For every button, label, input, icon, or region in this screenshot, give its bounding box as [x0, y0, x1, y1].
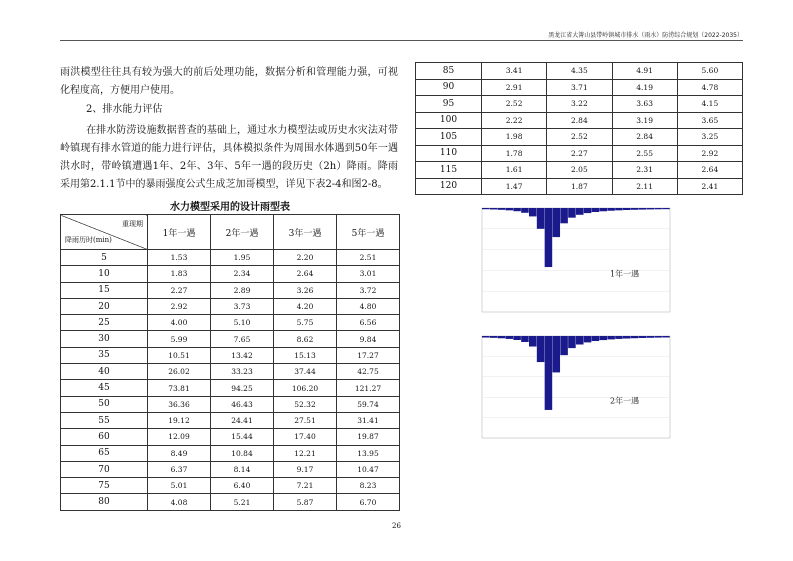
- rain-bar: [600, 336, 608, 340]
- intensity-cell: 2.27: [547, 145, 612, 162]
- rain-pattern-table: [60, 214, 400, 511]
- paragraph-intro: [60, 64, 398, 100]
- duration-cell: 90: [416, 79, 482, 96]
- duration-cell: 100: [416, 112, 482, 129]
- intensity-cell: 2.31: [612, 162, 677, 179]
- intensity-cell: 3.72: [337, 282, 400, 298]
- intensity-cell: 5.60: [677, 63, 742, 80]
- intensity-cell: 13.42: [211, 347, 274, 363]
- header-duration: 降雨历时(min): [65, 236, 112, 244]
- rain-bar: [513, 336, 521, 340]
- rain-bar: [529, 208, 537, 216]
- table-row: [61, 396, 400, 412]
- table-row: [61, 347, 400, 363]
- intensity-cell: 4.78: [677, 79, 742, 96]
- rain-bar: [654, 336, 662, 338]
- intensity-cell: 5.21: [211, 494, 274, 510]
- intensity-cell: 19.87: [337, 429, 400, 445]
- rain-bar: [639, 336, 647, 338]
- rain-bar: [607, 208, 615, 211]
- duration-cell: 10: [61, 266, 148, 282]
- rainfall-hyetograph-2yr: [470, 328, 680, 448]
- diagonal-header-cell: [61, 215, 148, 250]
- section-heading: 2、排水能力评估: [86, 104, 163, 115]
- duration-cell: 15: [61, 282, 148, 298]
- rain-bar: [537, 208, 545, 229]
- intensity-cell: 9.84: [337, 331, 400, 347]
- intensity-cell: 2.52: [482, 96, 547, 113]
- table-row: [416, 129, 743, 146]
- intensity-cell: 2.22: [482, 112, 547, 129]
- intensity-cell: 5.01: [148, 478, 211, 494]
- rain-bar: [553, 336, 561, 372]
- column-header: 2年一遇: [211, 215, 274, 250]
- intensity-cell: 15.13: [274, 347, 337, 363]
- intensity-cell: 2.64: [274, 266, 337, 282]
- duration-cell: 60: [61, 429, 148, 445]
- intensity-cell: 2.11: [612, 178, 677, 195]
- rain-bar: [654, 208, 662, 209]
- table-row: [61, 250, 400, 266]
- intensity-cell: 1.61: [482, 162, 547, 179]
- intensity-cell: 4.80: [337, 298, 400, 314]
- intensity-cell: 8.62: [274, 331, 337, 347]
- intensity-cell: 2.41: [677, 178, 742, 195]
- rain-bar: [545, 336, 553, 410]
- rain-bar: [568, 208, 576, 218]
- rain-pattern-table-continued: [415, 62, 743, 195]
- duration-cell: 40: [61, 364, 148, 380]
- intensity-cell: 4.35: [547, 63, 612, 80]
- intensity-cell: 2.55: [612, 145, 677, 162]
- rain-bar: [623, 208, 631, 210]
- intensity-cell: 2.84: [612, 129, 677, 146]
- intensity-cell: 19.12: [148, 412, 211, 428]
- rain-bar: [560, 336, 568, 355]
- intensity-cell: 37.44: [274, 364, 337, 380]
- table-row: [416, 178, 743, 195]
- rain-bar: [615, 336, 623, 339]
- intensity-cell: 12.21: [274, 445, 337, 461]
- table-row: [416, 145, 743, 162]
- rain-bar: [553, 208, 561, 237]
- intensity-cell: 1.95: [211, 250, 274, 266]
- rain-bar: [521, 208, 529, 213]
- intensity-cell: 5.99: [148, 331, 211, 347]
- rain-bar: [584, 336, 592, 342]
- intensity-cell: 2.20: [274, 250, 337, 266]
- intensity-cell: 2.91: [482, 79, 547, 96]
- rain-bar: [521, 336, 529, 342]
- table-row: [61, 266, 400, 282]
- plot-area: [482, 208, 670, 312]
- intensity-cell: 8.49: [148, 445, 211, 461]
- intensity-cell: 2.92: [148, 298, 211, 314]
- paragraph-intro-text: 雨洪模型往往具有较为强大的前后处理功能，数据分析和管理能力强，可视化程度高，方便用户使用。: [60, 67, 398, 96]
- intensity-cell: 3.25: [677, 129, 742, 146]
- column-header: 5年一遇: [337, 215, 400, 250]
- table-row: [61, 445, 400, 461]
- table-row: [61, 494, 400, 510]
- duration-cell: 65: [61, 445, 148, 461]
- table-row: [61, 298, 400, 314]
- intensity-cell: 3.63: [612, 96, 677, 113]
- intensity-cell: 1.47: [482, 178, 547, 195]
- paragraph-assessment: [60, 122, 398, 194]
- intensity-cell: 2.84: [547, 112, 612, 129]
- duration-cell: 120: [416, 178, 482, 195]
- duration-cell: 115: [416, 162, 482, 179]
- duration-cell: 5: [61, 250, 148, 266]
- table-row: [61, 429, 400, 445]
- chart-label: 2年一遇: [610, 396, 640, 406]
- duration-cell: 30: [61, 331, 148, 347]
- intensity-cell: 13.95: [337, 445, 400, 461]
- intensity-cell: 2.27: [148, 282, 211, 298]
- rain-bar: [576, 336, 584, 345]
- intensity-cell: 36.36: [148, 396, 211, 412]
- intensity-cell: 3.41: [482, 63, 547, 80]
- table-row: [61, 380, 400, 396]
- header-rule: [60, 40, 743, 41]
- rain-bar: [513, 208, 521, 211]
- rain-bar: [631, 208, 639, 210]
- intensity-cell: 3.73: [211, 298, 274, 314]
- intensity-cell: 4.91: [612, 63, 677, 80]
- duration-cell: 25: [61, 315, 148, 331]
- intensity-cell: 4.15: [677, 96, 742, 113]
- rain-bar: [647, 336, 655, 338]
- duration-cell: 95: [416, 96, 482, 113]
- intensity-cell: 121.27: [337, 380, 400, 396]
- intensity-cell: 2.05: [547, 162, 612, 179]
- table-row: [61, 364, 400, 380]
- table-row: [61, 282, 400, 298]
- rain-bar: [584, 208, 592, 213]
- table-header-row: [61, 215, 400, 250]
- intensity-cell: 15.44: [211, 429, 274, 445]
- duration-cell: 80: [61, 494, 148, 510]
- hyetograph-1yr-svg: [470, 200, 680, 322]
- intensity-cell: 3.71: [547, 79, 612, 96]
- intensity-cell: 17.40: [274, 429, 337, 445]
- header-return-period: 重现期: [122, 220, 143, 228]
- intensity-cell: 24.41: [211, 412, 274, 428]
- intensity-cell: 59.74: [337, 396, 400, 412]
- rain-bar: [490, 208, 498, 209]
- intensity-cell: 6.37: [148, 461, 211, 477]
- intensity-cell: 1.78: [482, 145, 547, 162]
- intensity-cell: 1.83: [148, 266, 211, 282]
- rain-bar: [482, 208, 490, 209]
- duration-cell: 20: [61, 298, 148, 314]
- rain-bar: [631, 336, 639, 338]
- table-row: [416, 96, 743, 113]
- intensity-cell: 2.64: [677, 162, 742, 179]
- intensity-cell: 1.87: [547, 178, 612, 195]
- page-header: 黑龙江省大箐山县带岭镇城市排水（雨水）防涝综合规划（2022-2035）: [548, 32, 743, 39]
- intensity-cell: 10.51: [148, 347, 211, 363]
- rain-bar: [600, 208, 608, 211]
- intensity-cell: 26.02: [148, 364, 211, 380]
- intensity-cell: 1.53: [148, 250, 211, 266]
- intensity-cell: 106.20: [274, 380, 337, 396]
- intensity-cell: 3.26: [274, 282, 337, 298]
- table-row: [61, 315, 400, 331]
- duration-cell: 85: [416, 63, 482, 80]
- rain-bar: [607, 336, 615, 339]
- intensity-cell: 5.87: [274, 494, 337, 510]
- column-header: 1年一遇: [148, 215, 211, 250]
- rain-bar: [490, 336, 498, 338]
- table-row: [61, 412, 400, 428]
- intensity-cell: 1.98: [482, 129, 547, 146]
- rain-bar: [545, 208, 553, 267]
- intensity-cell: 10.84: [211, 445, 274, 461]
- rain-bar: [529, 336, 537, 347]
- table-row: [416, 79, 743, 96]
- intensity-cell: 5.10: [211, 315, 274, 331]
- intensity-cell: 9.17: [274, 461, 337, 477]
- rain-bar: [662, 208, 670, 209]
- duration-cell: 105: [416, 129, 482, 146]
- table-row: [61, 331, 400, 347]
- rain-bar: [615, 208, 623, 210]
- intensity-cell: 3.01: [337, 266, 400, 282]
- intensity-cell: 4.00: [148, 315, 211, 331]
- intensity-cell: 31.41: [337, 412, 400, 428]
- chart-label: 1年一遇: [610, 269, 640, 279]
- rain-bar: [592, 336, 600, 341]
- duration-cell: 55: [61, 412, 148, 428]
- column-header: 3年一遇: [274, 215, 337, 250]
- intensity-cell: 12.09: [148, 429, 211, 445]
- intensity-cell: 46.43: [211, 396, 274, 412]
- table-row: [61, 461, 400, 477]
- rain-bar: [592, 208, 600, 212]
- duration-cell: 50: [61, 396, 148, 412]
- intensity-cell: 6.40: [211, 478, 274, 494]
- intensity-cell: 3.19: [612, 112, 677, 129]
- table-row: [416, 63, 743, 80]
- intensity-cell: 7.65: [211, 331, 274, 347]
- intensity-cell: 6.70: [337, 494, 400, 510]
- rain-bar: [498, 336, 506, 338]
- plot-area: [482, 336, 670, 438]
- intensity-cell: 73.81: [148, 380, 211, 396]
- intensity-cell: 3.22: [547, 96, 612, 113]
- intensity-cell: 52.32: [274, 396, 337, 412]
- intensity-cell: 8.14: [211, 461, 274, 477]
- duration-cell: 35: [61, 347, 148, 363]
- intensity-cell: 94.25: [211, 380, 274, 396]
- table-row: [416, 162, 743, 179]
- intensity-cell: 3.65: [677, 112, 742, 129]
- rain-bar: [560, 208, 568, 223]
- rain-bar: [498, 208, 506, 210]
- hyetograph-2yr-svg: [470, 328, 680, 448]
- intensity-cell: 5.75: [274, 315, 337, 331]
- intensity-cell: 2.89: [211, 282, 274, 298]
- intensity-cell: 2.52: [547, 129, 612, 146]
- rainfall-hyetograph-1yr: [470, 200, 680, 322]
- intensity-cell: 33.23: [211, 364, 274, 380]
- intensity-cell: 2.92: [677, 145, 742, 162]
- intensity-cell: 10.47: [337, 461, 400, 477]
- page-number: 26: [392, 522, 401, 530]
- duration-cell: 75: [61, 478, 148, 494]
- rain-bar: [506, 208, 514, 210]
- intensity-cell: 4.19: [612, 79, 677, 96]
- rain-bar: [576, 208, 584, 215]
- table-row: [61, 478, 400, 494]
- intensity-cell: 2.51: [337, 250, 400, 266]
- table-row: [416, 112, 743, 129]
- intensity-cell: 17.27: [337, 347, 400, 363]
- rain-bar: [662, 336, 670, 337]
- intensity-cell: 7.21: [274, 478, 337, 494]
- intensity-cell: 42.75: [337, 364, 400, 380]
- rain-bar: [568, 336, 576, 348]
- intensity-cell: 2.34: [211, 266, 274, 282]
- intensity-cell: 4.08: [148, 494, 211, 510]
- intensity-cell: 27.51: [274, 412, 337, 428]
- rain-bar: [482, 336, 490, 338]
- rain-bar: [506, 336, 514, 339]
- paragraph-assessment-text: 在排水防涝设施数据普查的基础上，通过水力模型法或历史水灾法对带岭镇现有排水管道的能力进行评估，具体模拟条件为周围水体遇到50年一遇洪水时，带岭镇遭遇1年、2年、3年、5年一遇的段历史（2h）降雨。降雨采用第2.1.1节中的暴雨强度公式生成芝加哥模型，详见下表2-4和图2-8。: [60, 125, 398, 190]
- duration-cell: 45: [61, 380, 148, 396]
- rain-bar: [639, 208, 647, 210]
- duration-cell: 70: [61, 461, 148, 477]
- rain-bar: [647, 208, 655, 209]
- intensity-cell: 8.23: [337, 478, 400, 494]
- rain-bar: [623, 336, 631, 339]
- duration-cell: 110: [416, 145, 482, 162]
- table-title: 水力模型采用的设计雨型表: [170, 202, 290, 213]
- intensity-cell: 6.56: [337, 315, 400, 331]
- rain-bar: [537, 336, 545, 362]
- intensity-cell: 4.20: [274, 298, 337, 314]
